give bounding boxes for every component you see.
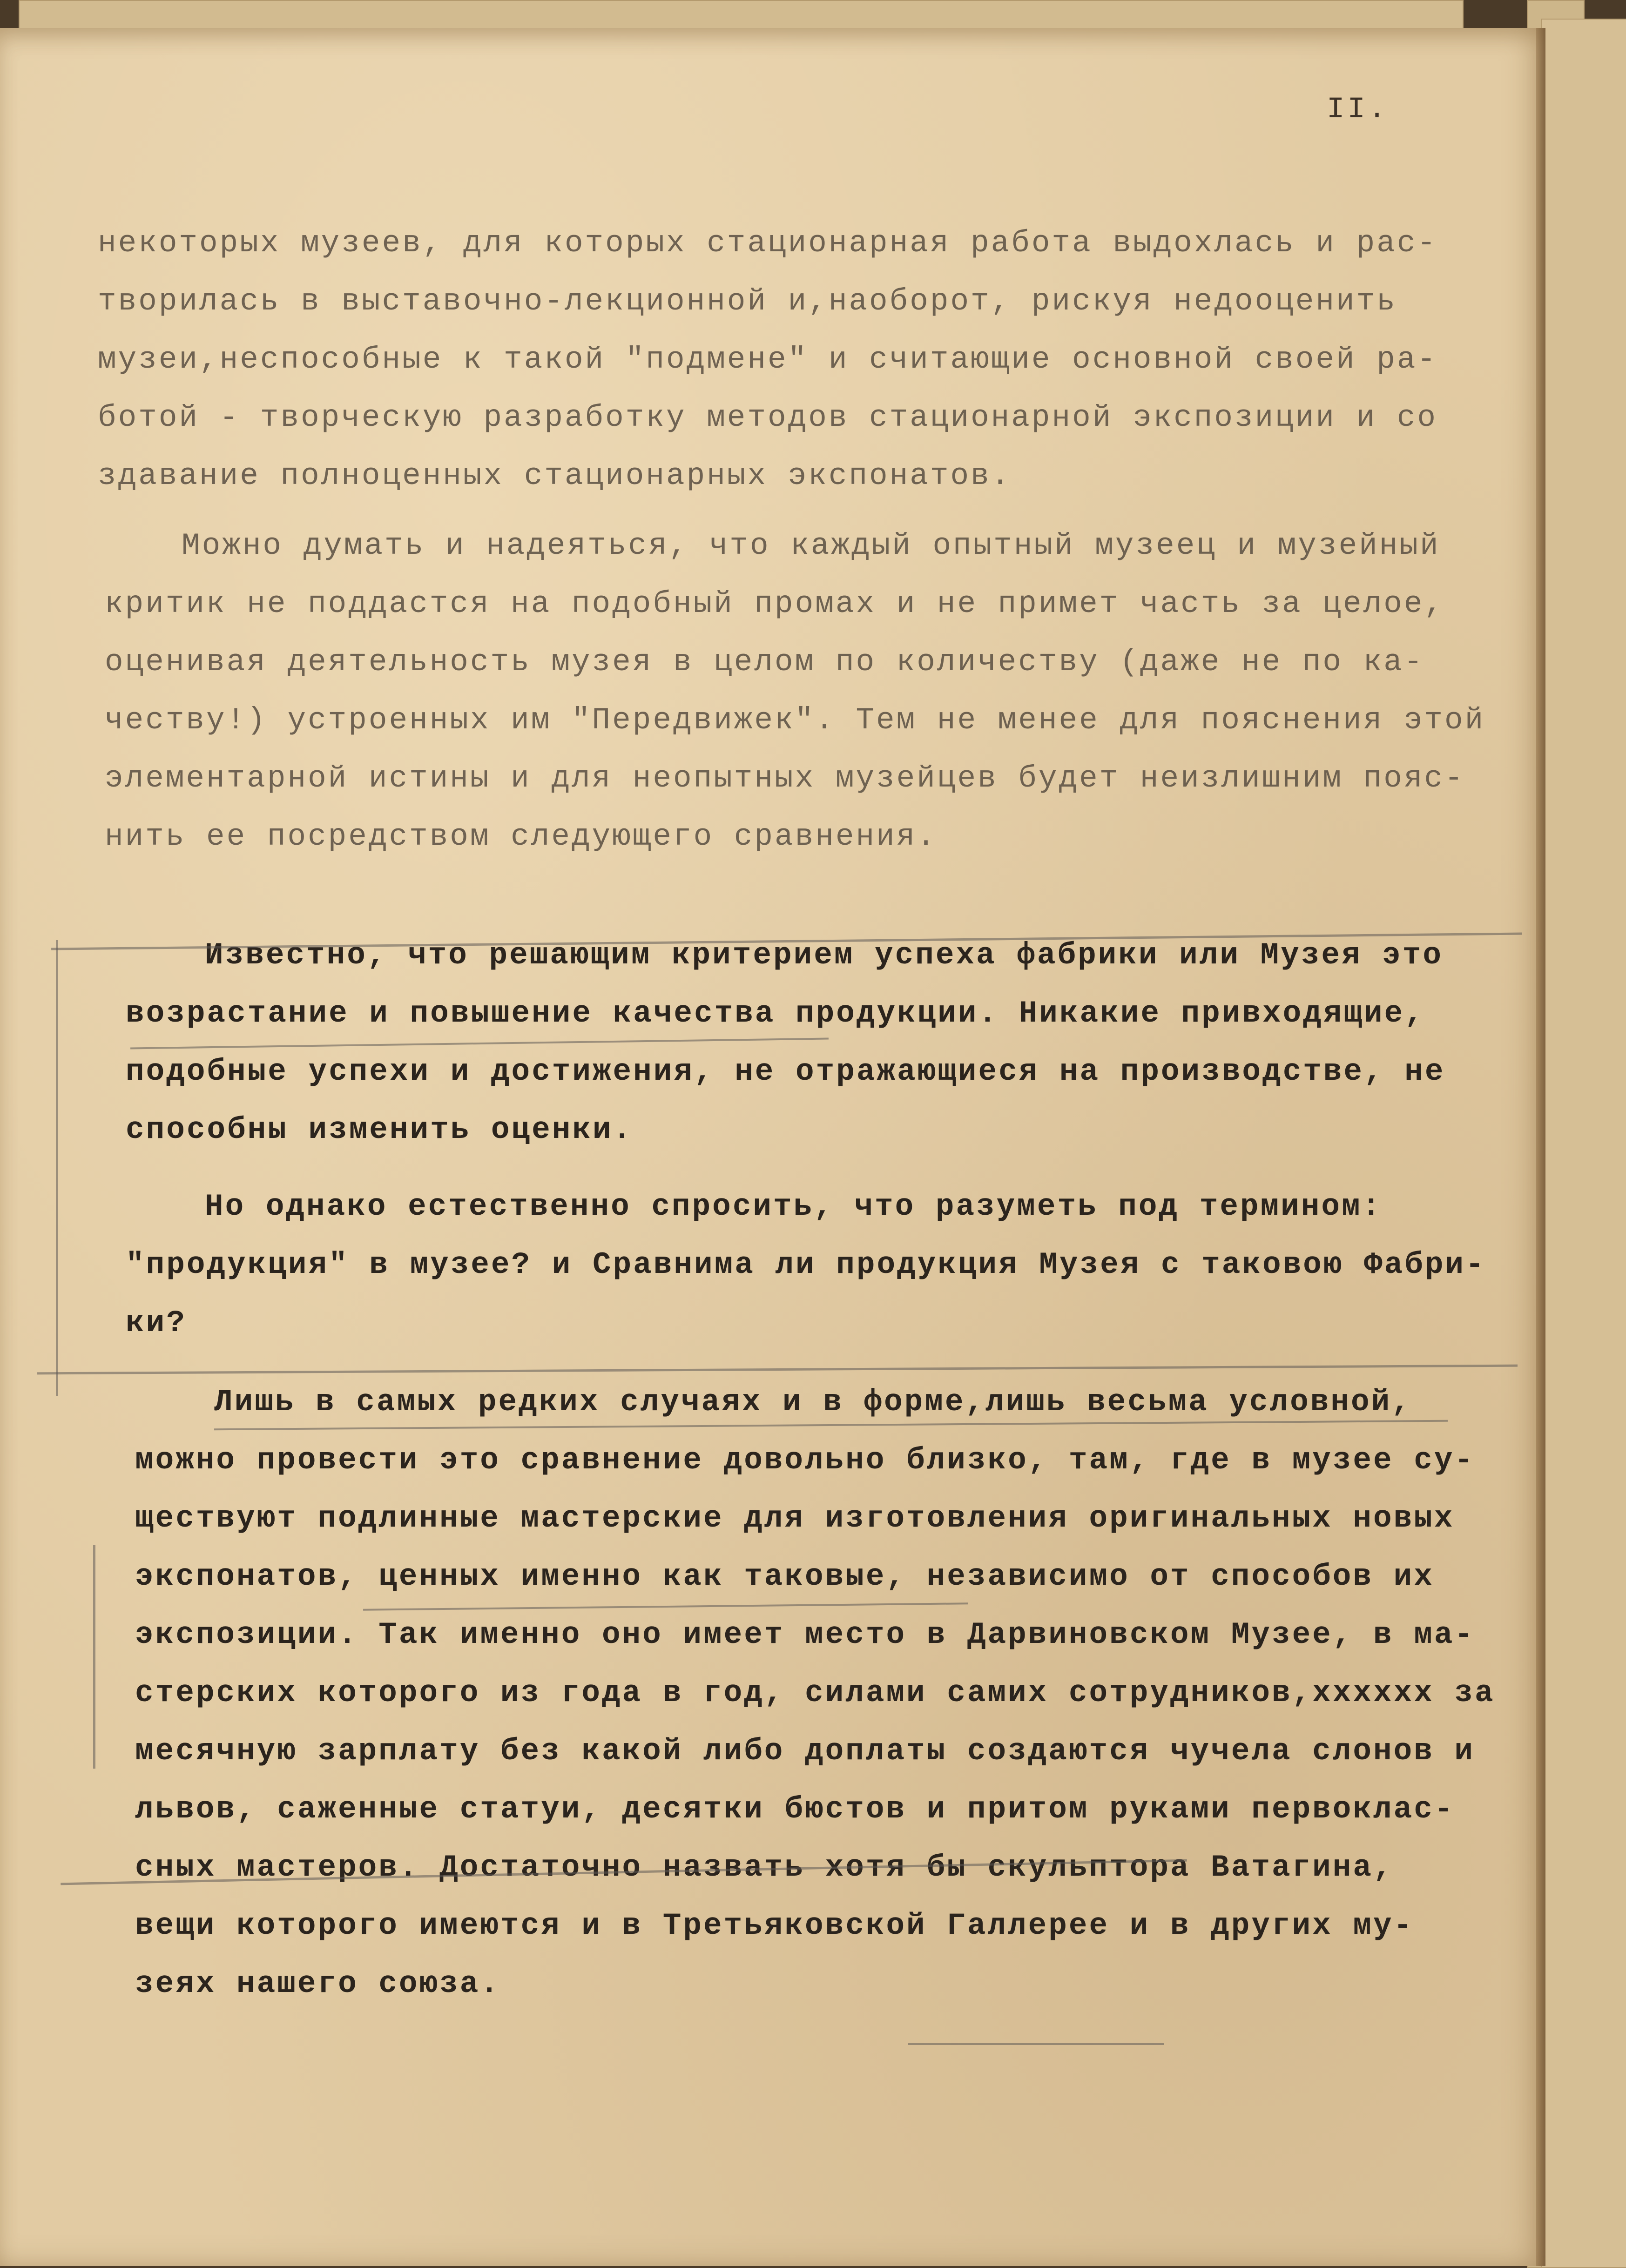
text-line: экспозиции. Так именно оно имеет место в Дарвиновском Музее, в ма- (135, 1617, 1475, 1652)
text-line: Но однако естественно спросить, что разуметь под термином: (205, 1189, 1383, 1224)
document-page (0, 28, 1545, 2266)
text-line: нить ее посредством следующего сравнения. (105, 819, 937, 854)
text-line: честву!) устроенных им "Передвижек". Тем не менее для пояснения этой (105, 703, 1485, 738)
text-line: способны изменить оценки. (126, 1112, 634, 1147)
text-line: экспонатов, ценных именно как таковые, независимо от способов их (135, 1559, 1434, 1594)
pencil-bracket-lower-left (93, 1545, 95, 1769)
text-line: месячную зарплату без какой либо доплаты создаются чучела слонов и (135, 1734, 1475, 1769)
text-line: ществуют подлинные мастерские для изготовления оригинальных новых (135, 1501, 1455, 1536)
back-page-edge-2 (1541, 19, 1626, 2268)
text-line: элементарной истины и для неопытных музейцев будет неизлишним пояс- (105, 761, 1465, 796)
text-line: возрастание и повышение качества продукции. Никакие привходящие, (126, 996, 1425, 1031)
text-line: можно провести это сравнение довольно близко, там, где в музее су- (135, 1443, 1475, 1478)
pencil-bracket-left (56, 940, 58, 1396)
text-line: здавание полноценных стационарных экспонатов. (98, 458, 1012, 493)
text-line: Лишь в самых редких случаях и в форме,лишь весьма условной, (214, 1385, 1412, 1420)
page-number: II. (1327, 93, 1389, 127)
text-line: сных мастеров. Достаточно назвать хотя бы скульптора Ватагина, (135, 1850, 1394, 1885)
text-line: ки? (126, 1306, 187, 1340)
pencil-underline (908, 2043, 1164, 2045)
page-shadow-edge (1536, 28, 1545, 2266)
text-line: вещи которого имеются и в Третьяковской Галлерее и в других му- (135, 1908, 1414, 1943)
text-line: стерских которого из года в год, силами самих сотрудников,xxxxxx за (135, 1676, 1495, 1710)
text-line: ботой - творческую разработку методов стационарной экспозиции и со (98, 400, 1438, 435)
text-line: критик не поддастся на подобный промах и не примет часть за целое, (105, 586, 1445, 621)
text-line: Известно, что решающим критерием успеха фабрики или Музея это (205, 938, 1443, 973)
text-line: некоторых музеев, для которых стационарная работа выдохлась и рас- (98, 226, 1438, 261)
text-line: "продукция" в музее? и Сравнима ли продукция Музея с таковою Фабри- (126, 1247, 1486, 1282)
text-line: львов, саженные статуи, десятки бюстов и притом руками первоклас- (135, 1792, 1455, 1827)
text-line: оценивая деятельность музея в целом по количеству (даже не по ка- (105, 645, 1424, 680)
text-line: Можно думать и надеяться, что каждый опытный музеец и музейный (182, 528, 1440, 563)
text-line: музеи,неспособные к такой "подмене" и считающие основной своей ра- (98, 342, 1438, 377)
typed-text (0, 28, 1545, 2266)
text-line: подобные успехи и достижения, не отражающиеся на производстве, не (126, 1054, 1445, 1089)
text-line: зеях нашего союза. (135, 1966, 500, 2001)
text-line: творилась в выставочно-лекционной и,наоборот, рискуя недооценить (98, 284, 1397, 319)
